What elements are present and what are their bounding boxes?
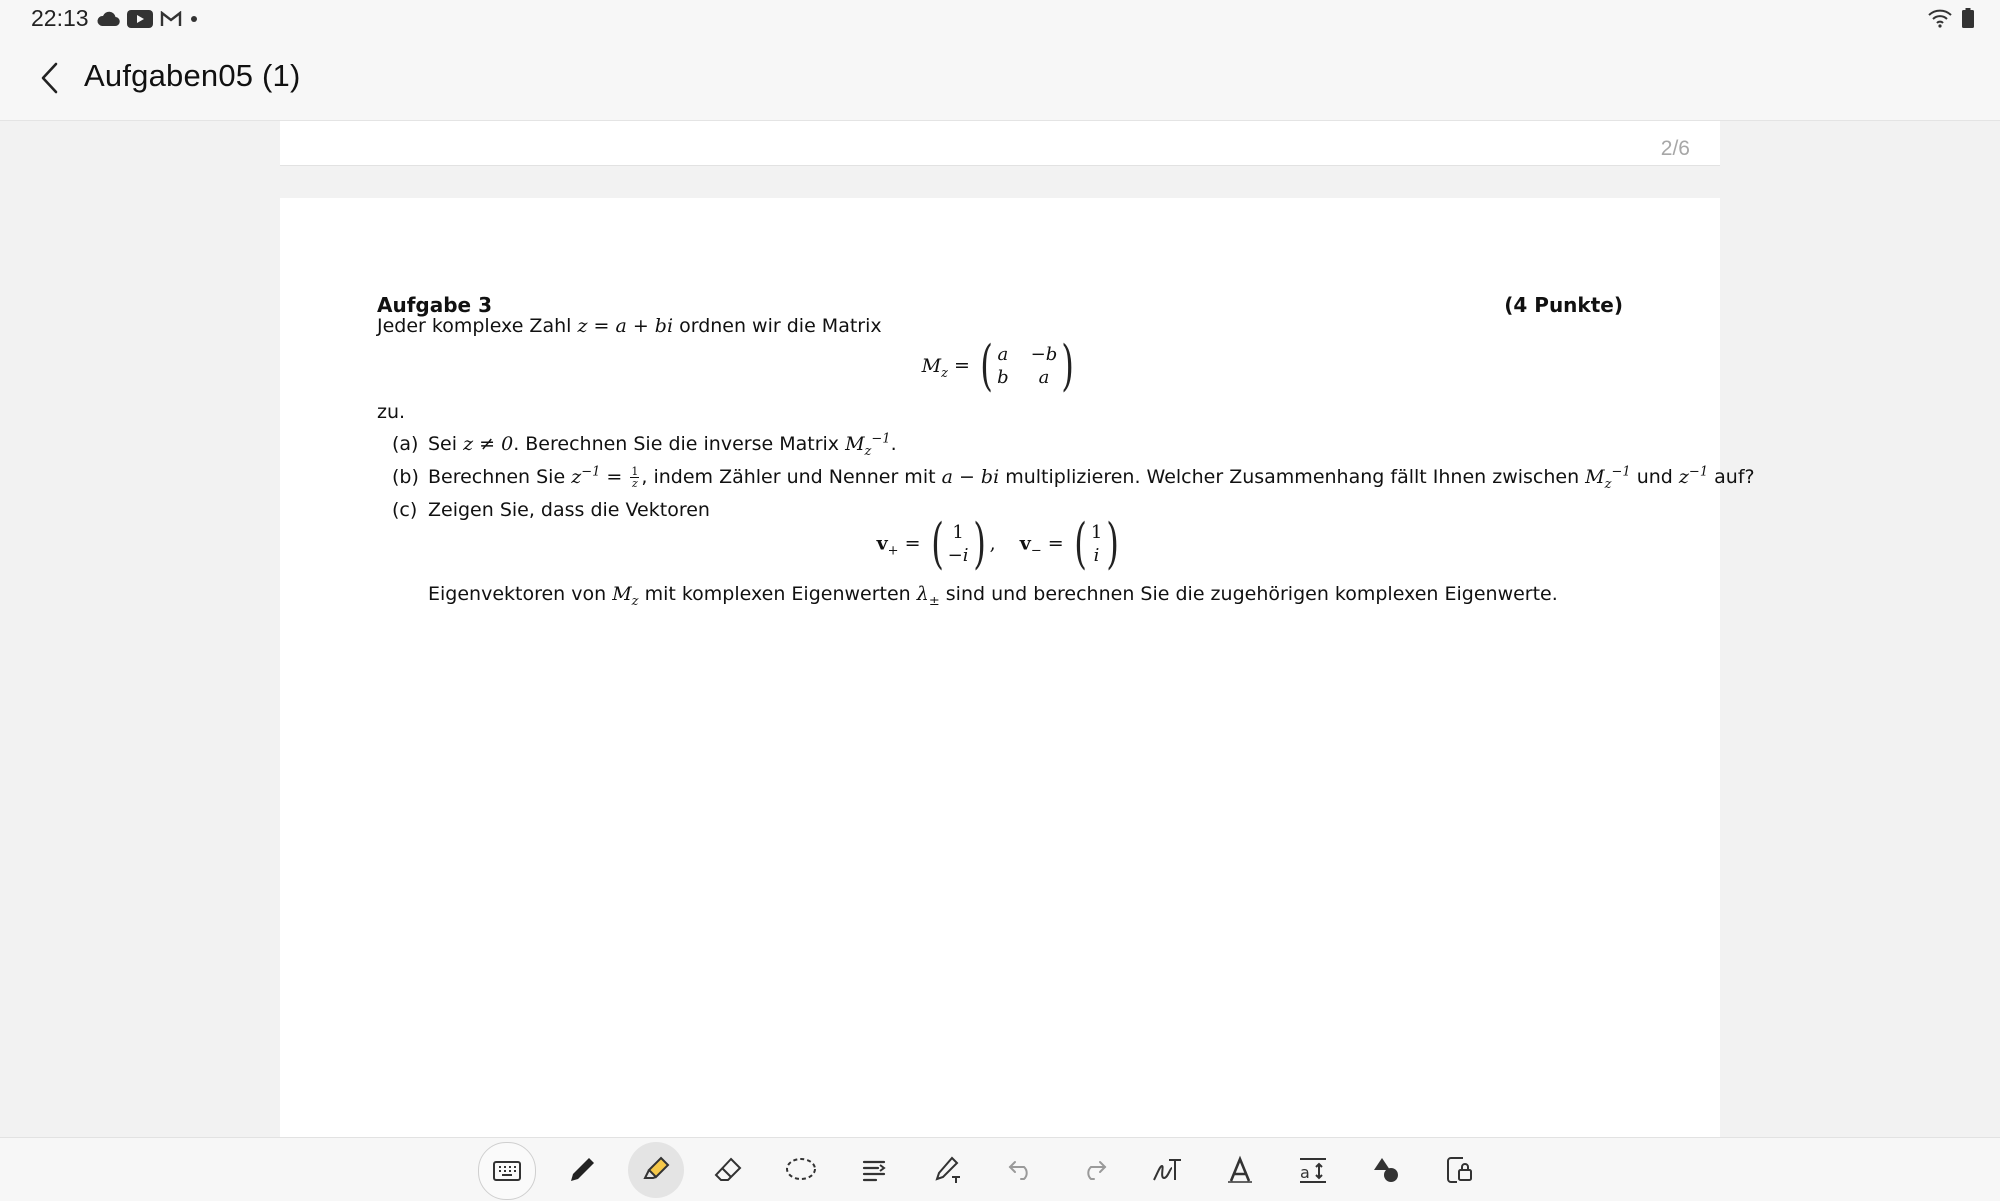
- battery-icon: [1962, 8, 1974, 28]
- matrix-cell: −b: [1030, 344, 1058, 365]
- undo-button[interactable]: [993, 1142, 1049, 1198]
- eigenvectors: $v_+$ = ( 1 −i ) , $v_-$ = ( 1 i ): [377, 517, 1623, 571]
- notification-icons: [96, 8, 199, 30]
- matrix-cell: b: [997, 367, 1009, 388]
- part-b-label: (b): [392, 466, 419, 488]
- pen-text-icon: [932, 1155, 964, 1185]
- undo-icon: [1007, 1158, 1035, 1182]
- handwriting-text-tool[interactable]: [1139, 1142, 1195, 1198]
- part-c: (c) Zeigen Sie, dass die Vektoren: [392, 499, 710, 521]
- document-page[interactable]: [280, 198, 1755, 1138]
- part-c-label: (c): [392, 499, 418, 521]
- handwriting-text-icon: [1151, 1156, 1183, 1184]
- matrix-equals: =: [948, 354, 970, 377]
- intro-text-end: ordnen wir die Matrix: [673, 315, 882, 337]
- youtube-icon: [127, 10, 153, 28]
- text-size-icon: [1297, 1156, 1329, 1184]
- intro-math: z = a + bi: [577, 315, 674, 337]
- chevron-left-icon: [40, 62, 60, 94]
- gmail-icon: [160, 11, 182, 27]
- task-content: [377, 293, 1755, 609]
- previous-page: [280, 121, 1720, 166]
- status-bar: [0, 0, 2000, 38]
- cloud-icon: [96, 11, 120, 27]
- system-icons: [1928, 8, 1974, 28]
- highlighter-icon: [640, 1155, 672, 1185]
- lasso-icon: [785, 1157, 817, 1183]
- matrix-Mz: ( a −b b a ): [980, 334, 1075, 397]
- lock-screen-tool[interactable]: [1431, 1142, 1487, 1198]
- matrix-definition: [377, 334, 1623, 397]
- part-a-label: (a): [392, 433, 419, 455]
- eraser-tool[interactable]: [700, 1142, 756, 1198]
- redo-icon: [1080, 1158, 1108, 1182]
- vector-v-plus: ( 1 −i ): [930, 512, 986, 575]
- zu-text: zu.: [377, 401, 406, 423]
- intro-line: [377, 315, 882, 337]
- shapes-icon: [1371, 1156, 1401, 1184]
- keyboard-button[interactable]: [478, 1142, 536, 1200]
- text-align-icon: [860, 1156, 888, 1184]
- text-align-tool[interactable]: [846, 1142, 902, 1198]
- document-title: Aufgaben05 (1): [84, 58, 301, 93]
- shapes-tool[interactable]: [1358, 1142, 1414, 1198]
- page-indicator: 2/6: [1660, 137, 1690, 160]
- pen-icon: [567, 1155, 597, 1185]
- lock-screen-icon: [1445, 1155, 1473, 1185]
- part-b: (b) Berechnen Sie $z^{-1}$ = $\frac{1}{z}$ , indem Zähler und Nenner mit a − bi multiplizieren. Welcher Zusammenhang fällt Ihnen zwischen $M_z^{-1}$ und $z^{-1}$ auf?: [392, 464, 1755, 492]
- matrix-name: $M_z$: [921, 354, 948, 381]
- app-bar: [0, 38, 2000, 121]
- wifi-icon: [1928, 8, 1952, 28]
- highlighter-tool[interactable]: [628, 1142, 684, 1198]
- text-size-tool[interactable]: [1285, 1142, 1341, 1198]
- eraser-icon: [713, 1156, 743, 1184]
- text-style-icon: [1226, 1155, 1254, 1185]
- part-c-continuation: Eigenvektoren von $M_z$ mit komplexen Eigenwerten $\lambda_\pm$ sind und berechnen Sie die zugehörigen komplexen Eigenwerte.: [428, 583, 1558, 609]
- dot-icon: [189, 14, 199, 24]
- matrix-cell: a: [997, 344, 1009, 365]
- svg-text:a: a: [1300, 1163, 1310, 1182]
- task-title: Aufgabe 3: [377, 293, 492, 317]
- task-points: (4 Punkte): [1504, 293, 1623, 317]
- back-button[interactable]: [30, 58, 70, 98]
- status-time: 22:13: [31, 5, 89, 31]
- part-a: (a) Sei z ≠ 0. Berechnen Sie die inverse Matrix $M_z^{-1}$.: [392, 431, 897, 459]
- matrix-cell: a: [1038, 367, 1050, 388]
- redo-button[interactable]: [1066, 1142, 1122, 1198]
- drawing-toolbar: [0, 1137, 2000, 1201]
- text-style-tool[interactable]: [1212, 1142, 1268, 1198]
- pen-to-text-tool[interactable]: [920, 1142, 976, 1198]
- lasso-tool[interactable]: [773, 1142, 829, 1198]
- pen-tool[interactable]: [554, 1142, 610, 1198]
- keyboard-icon: [493, 1161, 521, 1181]
- vector-v-minus: ( 1 i ): [1073, 512, 1120, 575]
- intro-text: Jeder komplexe Zahl: [377, 315, 578, 337]
